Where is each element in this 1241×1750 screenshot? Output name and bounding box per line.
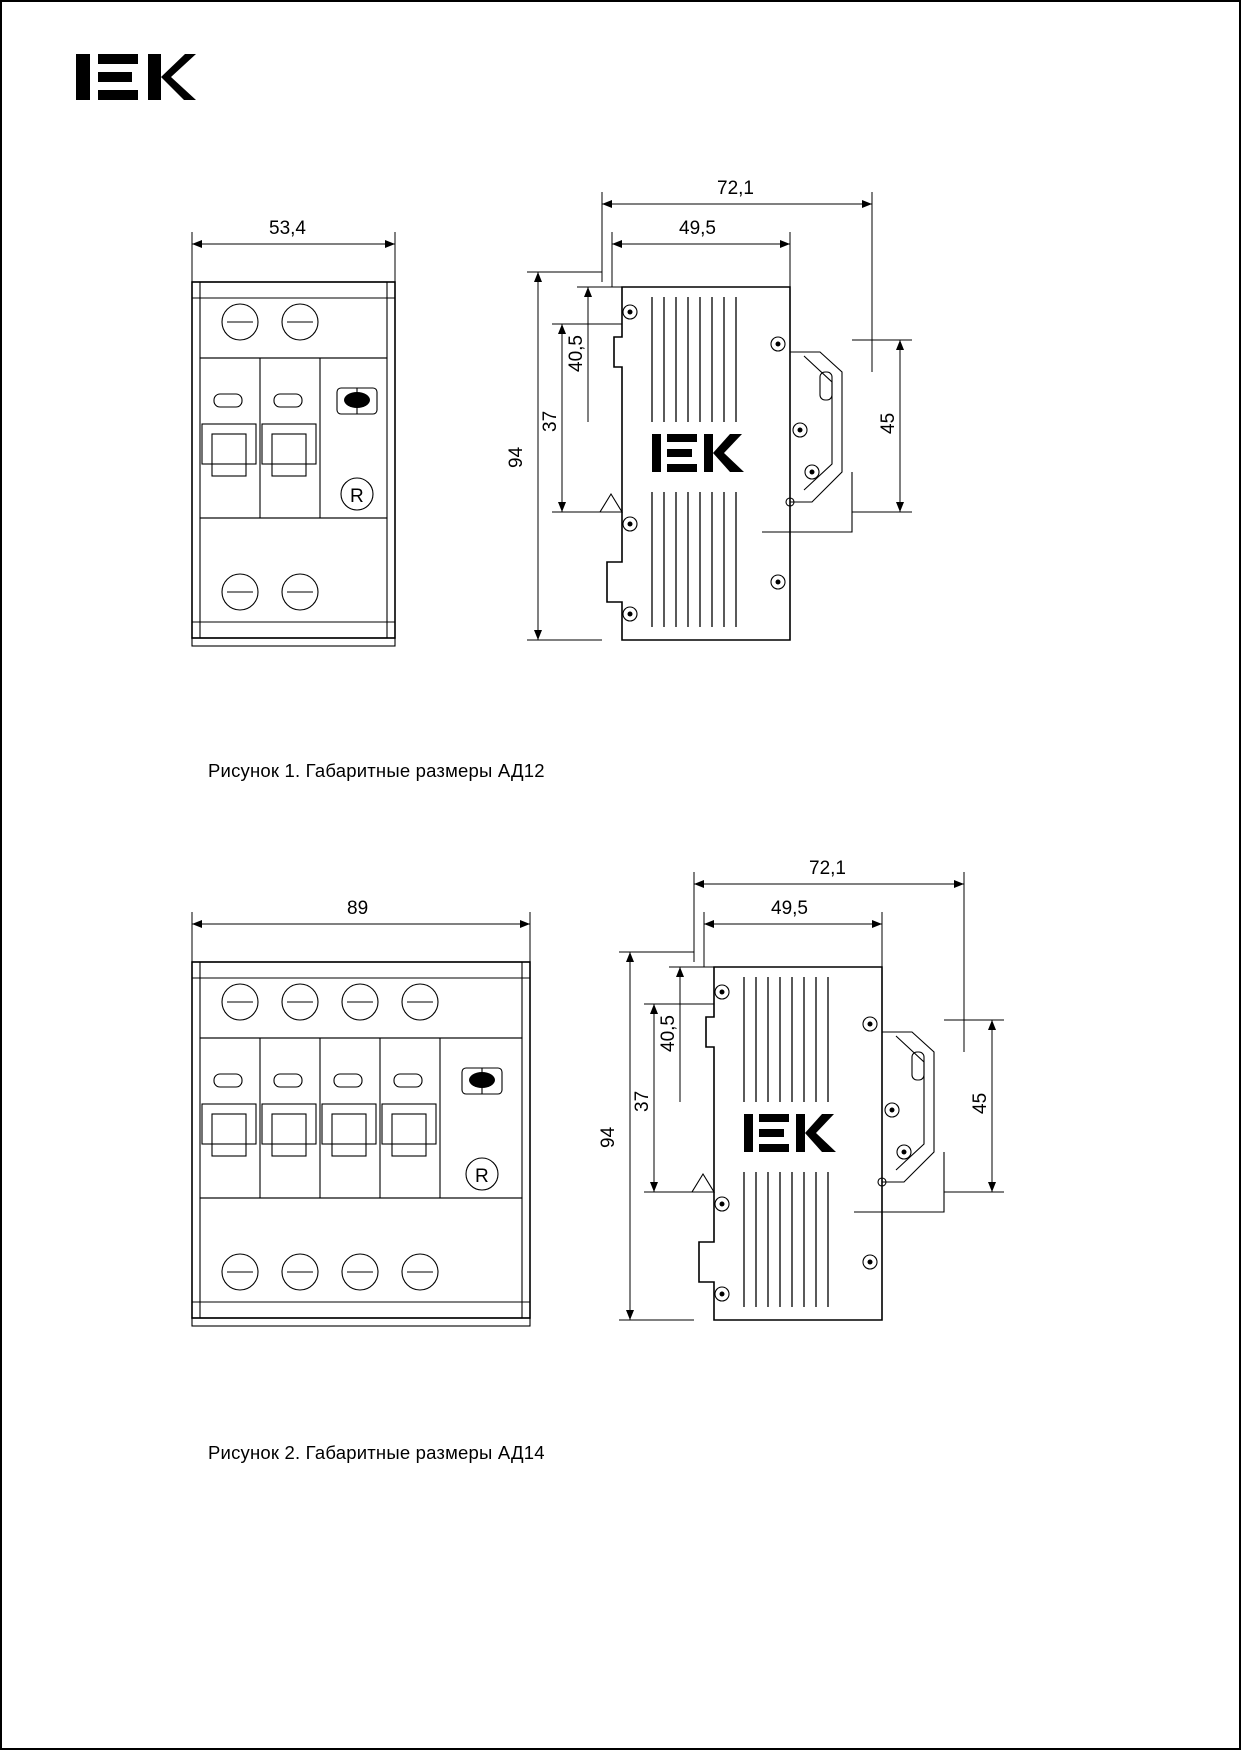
figure-1-caption: Рисунок 1. Габаритные размеры АД12 [208,760,545,781]
dim-height-1: 94 [506,446,527,468]
side-view-ad12 [506,178,912,640]
dim-total-depth-2: 72,1 [809,858,846,879]
figure-2-caption: Рисунок 2. Габаритные размеры АД14 [208,1442,545,1463]
dim-front-height-1: 45 [878,412,899,434]
side-view-ad14 [598,858,1004,1320]
dim-front-height-2: 45 [970,1092,991,1114]
dim-body-depth-1: 49,5 [679,218,716,239]
dim-width-ad12: 53,4 [269,218,306,239]
dim-width-ad14: 89 [347,898,369,919]
dim-height-2: 94 [598,1126,619,1148]
iek-logo [76,46,196,108]
front-view-ad14 [192,898,530,1326]
dim-din-height-1: 37 [540,410,561,432]
figure-1-drawing [152,172,1102,732]
dim-din-height-2: 37 [632,1090,653,1112]
front-view-ad12 [192,218,395,646]
svg-text:R: R [475,1166,489,1187]
figure-2-drawing [152,852,1102,1412]
svg-text:R: R [350,486,364,507]
dim-din-offset-2: 40,5 [658,1015,679,1052]
dim-body-depth-2: 49,5 [771,898,808,919]
dim-din-offset-1: 40,5 [566,335,587,372]
dim-total-depth-1: 72,1 [717,178,754,199]
